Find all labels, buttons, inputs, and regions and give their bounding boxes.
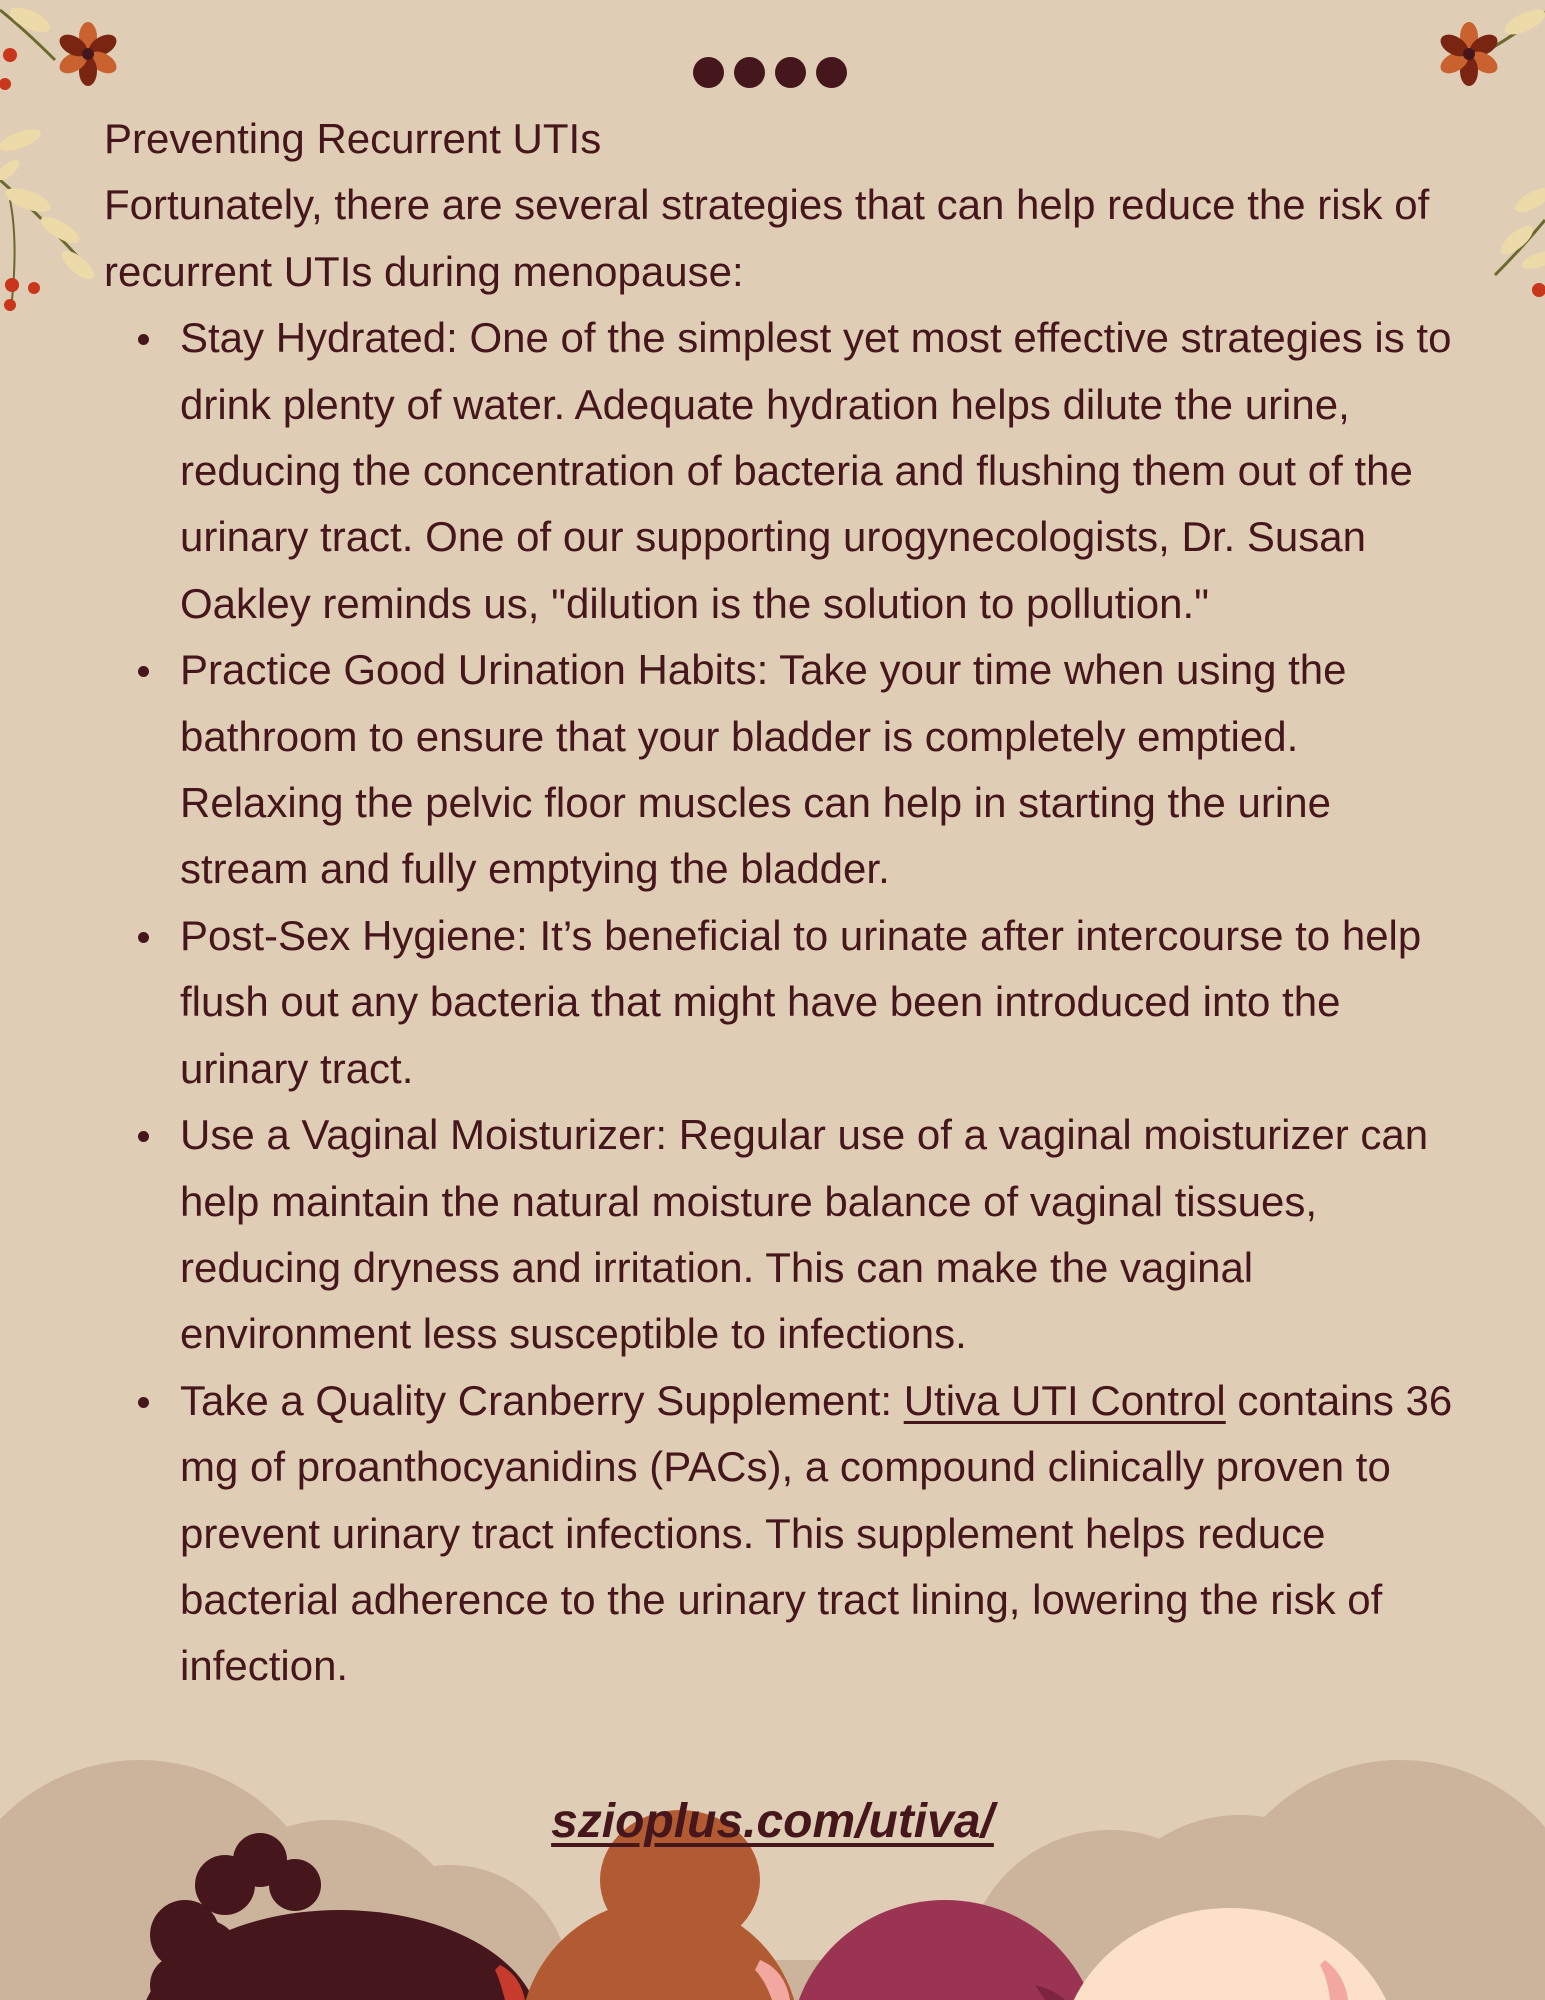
tip-cranberry-supplement <box>180 1368 1464 1700</box>
tip-urination-habits: Practice Good Urination Habits: Take your time when using the bathroom to ensure that your bladder is completely emptied. Relaxing the pelvic floor muscles can help in starting the urine stream and fully emptying the bladder. <box>180 637 1464 903</box>
tip-stay-hydrated: Stay Hydrated: One of the simplest yet most effective strategies is to drink plenty of water. Adequate hydration helps dilute the urine, reducing the concentration of bacteria and flushing them out of the urinary tract. One of our supporting urogynecologists, Dr. Susan Oakley reminds us, "dilution is the solution to pollution." <box>180 305 1464 637</box>
tip-cranberry-suffix: contains 36 mg of proanthocyanidins (PACs), a compound clinically proven to prevent urinary tract infections. This supplement helps reduce bacterial adherence to the urinary tract lining, lowering the risk of infection. <box>180 1376 1453 1690</box>
intro-paragraph: Fortunately, there are several strategies that can help reduce the risk of recurrent UTIs during menopause: <box>104 181 1430 295</box>
tips-list <box>104 305 1464 1700</box>
website-link[interactable]: szioplus.com/utiva/ <box>551 1795 994 1848</box>
pagination-dots <box>693 57 847 88</box>
tip-vaginal-moisturizer: Use a Vaginal Moisturizer: Regular use of a vaginal moisturizer can help maintain the natural moisture balance of vaginal tissues, reducing dryness and irritation. This can make the vaginal environment less susceptible to infections. <box>180 1102 1464 1368</box>
pagination-dot <box>693 57 724 88</box>
pagination-dot <box>734 57 765 88</box>
footer-url <box>0 1792 1545 1852</box>
tip-cranberry-prefix: Take a Quality Cranberry Supplement: <box>180 1376 904 1424</box>
tip-post-sex-hygiene: Post-Sex Hygiene: It’s beneficial to urinate after intercourse to help flush out any bacteria that might have been introduced into the urinary tract. <box>180 903 1464 1102</box>
women-silhouettes-illustration <box>0 1740 1545 2000</box>
article-content <box>104 106 1464 1700</box>
section-heading: Preventing Recurrent UTIs <box>104 115 602 162</box>
utiva-product-link[interactable]: Utiva UTI Control <box>903 1376 1226 1424</box>
pagination-dot <box>816 57 847 88</box>
pagination-dot <box>775 57 806 88</box>
